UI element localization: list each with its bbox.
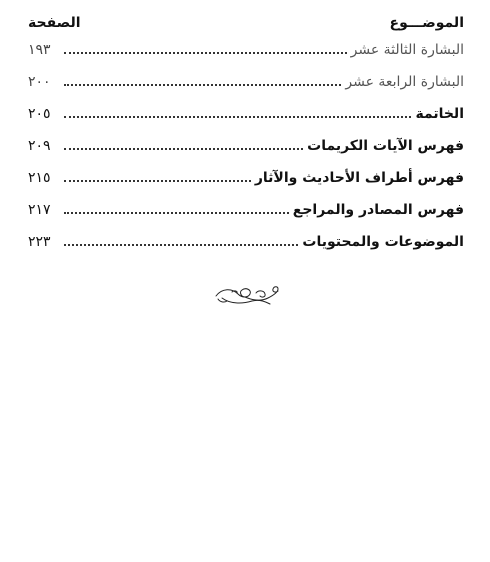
toc-entry-page: ٢١٧: [28, 202, 51, 218]
toc-entry: [28, 72, 464, 104]
toc-entry: [28, 168, 464, 200]
toc-entry-title: فهرس الآيات الكريمات: [307, 138, 464, 154]
dot-leader: [64, 136, 303, 150]
toc-entry: [28, 136, 464, 168]
page-column-label: الصفحة: [28, 15, 81, 31]
dot-leader: [64, 168, 251, 182]
toc-entry-page: ١٩٣: [28, 42, 51, 58]
toc-entry-title: الخاتمة: [415, 106, 464, 122]
dot-leader: [64, 40, 347, 54]
dot-leader: [64, 200, 289, 214]
toc-entry: [28, 104, 464, 136]
dot-leader: [64, 232, 298, 246]
toc-entry: [28, 200, 464, 232]
dot-leader: [64, 72, 341, 86]
toc-entry-title: الموضوعات والمحتويات: [302, 234, 464, 250]
topic-column-label: الموضـــوع: [389, 15, 464, 31]
toc-entry-title: فهرس المصادر والمراجع: [292, 202, 464, 218]
toc-entry-title: البشارة الثالثة عشر: [350, 42, 464, 58]
toc-entry-page: ٢٠٠: [28, 74, 51, 90]
toc-header: [28, 12, 464, 34]
toc-entry-page: ٢٢٣: [28, 234, 51, 250]
dot-leader: [64, 104, 411, 118]
toc-entry: [28, 40, 464, 72]
toc-entry-title: البشارة الرابعة عشر: [345, 74, 464, 90]
flourish-ornament-icon: [212, 282, 282, 308]
toc-entry-title: فهرس أطراف الأحاديث والآثار: [254, 170, 464, 186]
toc-entry-page: ٢١٥: [28, 170, 51, 186]
toc-entry-page: ٢٠٥: [28, 106, 51, 122]
table-of-contents: [28, 40, 464, 264]
toc-entry-page: ٢٠٩: [28, 138, 51, 154]
toc-entry: [28, 232, 464, 264]
